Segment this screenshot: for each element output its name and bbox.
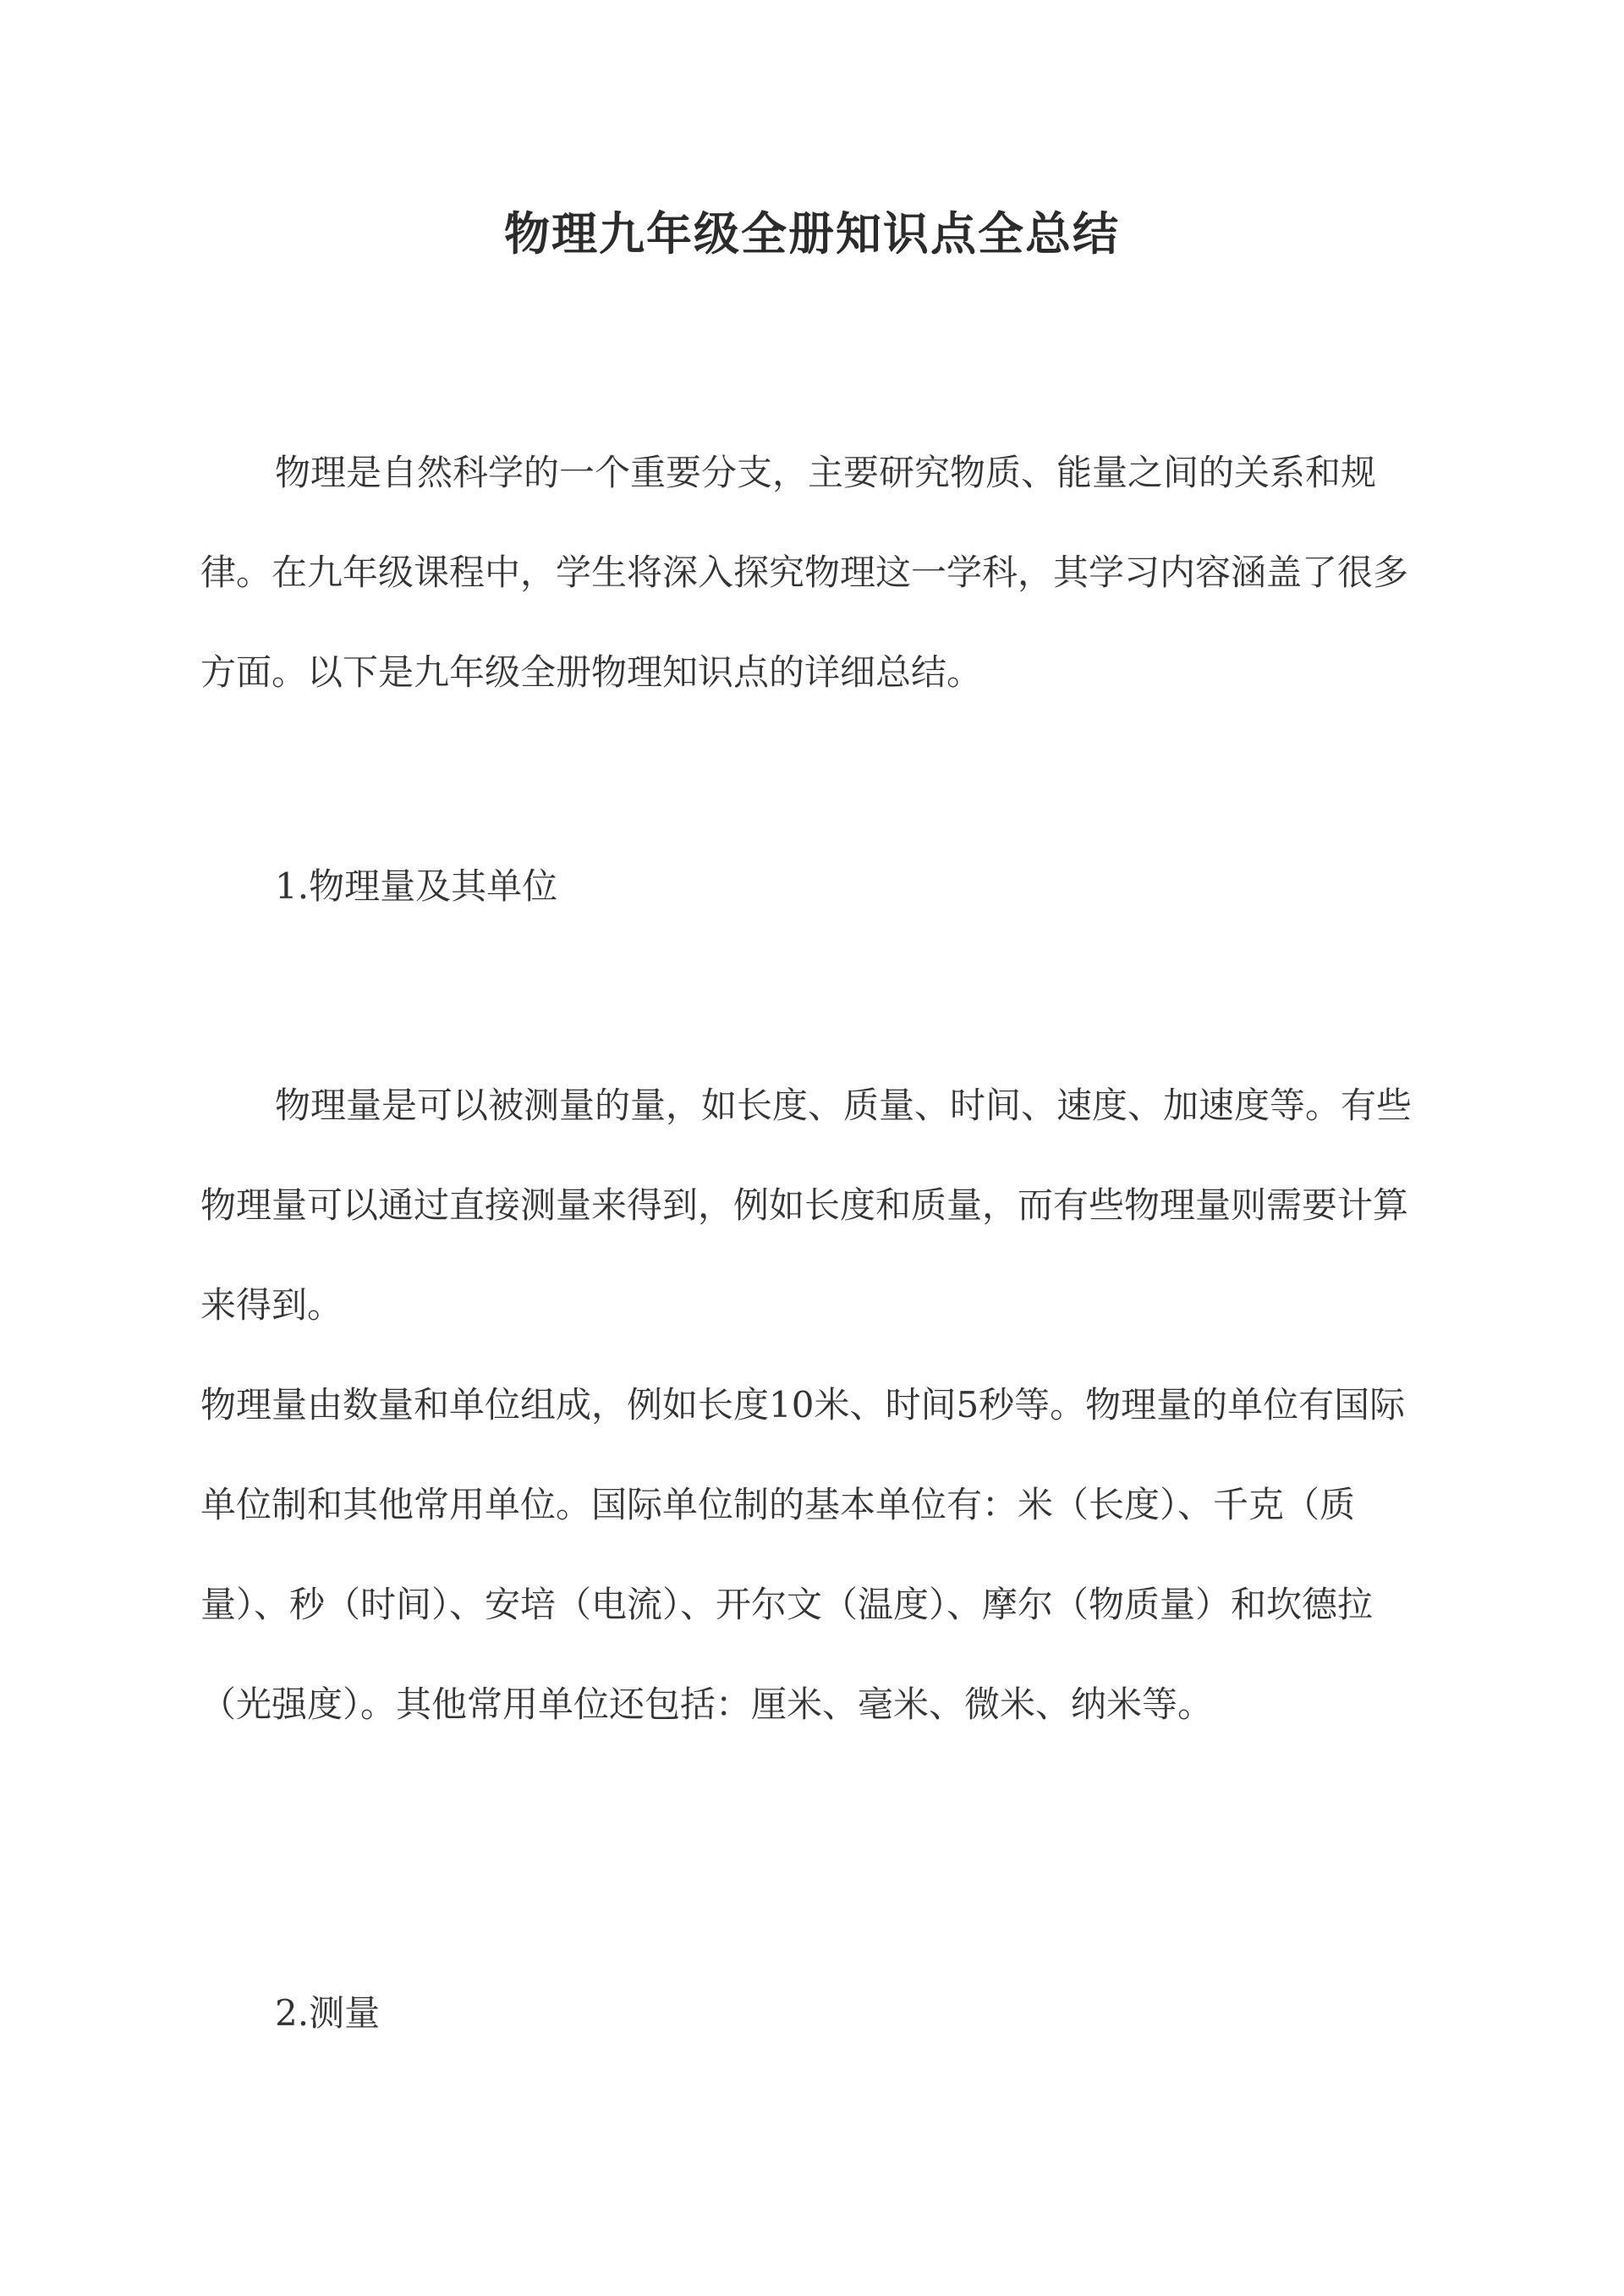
section-1-paragraph-1: 物理量是可以被测量的量，如长度、质量、时间、速度、加速度等。有些物理量可以通过直接测量来得到，例如长度和质量，而有些物理量则需要计算来得到。 bbox=[200, 1085, 1413, 1326]
document-title: 物理九年级全册知识点全总结 bbox=[504, 206, 1120, 261]
section-heading-2: 2.测量 bbox=[275, 1992, 381, 2034]
section-1-paragraph-2: 物理量由数量和单位组成，例如长度10米、时间5秒等。物理量的单位有国际单位制和其他常用单位。国际单位制的基本单位有：米（长度）、千克（质量）、秒（时间）、安培（电流）、开尔文（温度）、摩尔（物质量）和坎德拉（光强度）。其他常用单位还包括：厘米、毫米、微米、纳米等。 bbox=[200, 1384, 1406, 1725]
section-heading-1: 1.物理量及其单位 bbox=[275, 865, 558, 907]
intro-paragraph: 物理是自然科学的一个重要分支，主要研究物质、能量之间的关系和规律。在九年级课程中，学生将深入探究物理这一学科，其学习内容涵盖了很多方面。以下是九年级全册物理知识点的详细总结。 bbox=[200, 452, 1409, 693]
